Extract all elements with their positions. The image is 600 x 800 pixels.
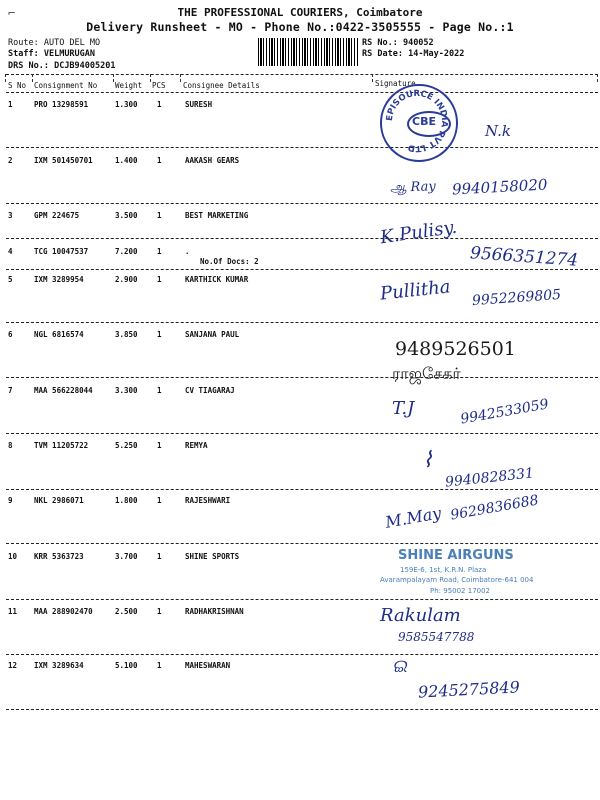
row-consignee: CV TIAGARAJ xyxy=(185,386,235,395)
col-divider xyxy=(5,74,6,82)
row-consignee: . xyxy=(185,247,190,256)
row-sno: 10 xyxy=(8,552,18,561)
col-divider xyxy=(597,74,598,82)
row-consignee: SHINE SPORTS xyxy=(185,552,240,561)
signature-4-phone: 9566351274 xyxy=(469,243,579,271)
col-divider xyxy=(150,74,151,82)
company-title: THE PROFESSIONAL COURIERS, Coimbatore xyxy=(177,6,423,19)
row-pcs: 1 xyxy=(157,607,162,616)
row-consignment: PRO 13298591 xyxy=(34,100,89,109)
row-pcs: 1 xyxy=(157,441,162,450)
corner-mark: ⌐ xyxy=(8,6,16,20)
signature-5-phone: 9952269805 xyxy=(471,286,562,310)
rs-no-line: RS No.: 940052 xyxy=(362,38,434,48)
row-consignment: KRR 5363723 xyxy=(34,552,84,561)
row-consignee: RADHAKRISHNAN xyxy=(185,607,244,616)
row-note: No.Of Docs: 2 xyxy=(200,257,259,266)
shine-stamp-address-1: 159E-6, 1st, K.R.N. Plaza xyxy=(400,566,487,574)
drs-value: DCJB94005201 xyxy=(54,61,116,71)
row-consignee: SANJANA PAUL xyxy=(185,330,240,339)
row-consignment: TCG 10047537 xyxy=(34,247,89,256)
signature-8-mark: ⌇ xyxy=(422,448,433,473)
row-consignment: GPM 224675 xyxy=(34,211,80,220)
row-pcs: 1 xyxy=(157,496,162,505)
route-line: Route: AUTO DEL MO xyxy=(8,38,101,48)
row-sno: 6 xyxy=(8,330,13,339)
row-pcs: 1 xyxy=(157,100,162,109)
signature-6-name: ராஜசேகர் xyxy=(392,364,461,383)
row-weight: 3.850 xyxy=(115,330,138,339)
staff-value: VELMURUGAN xyxy=(43,49,96,59)
row-pcs: 1 xyxy=(157,275,162,284)
signature-8-phone: 9940828331 xyxy=(444,465,535,491)
row-divider xyxy=(6,543,598,544)
row-divider xyxy=(6,269,598,270)
col-header-signature: Signature xyxy=(375,79,416,88)
col-divider xyxy=(113,74,114,82)
signature-11: Rakulam xyxy=(380,605,461,626)
row-divider xyxy=(6,238,598,239)
shine-stamp-phone: Ph: 95002 17002 xyxy=(430,587,491,595)
signature-3: K.Pulisy. xyxy=(378,216,459,249)
signature-12-mark: ଇ xyxy=(392,656,407,677)
signature-5: Pullitha xyxy=(379,276,452,305)
row-weight: 3.500 xyxy=(115,211,138,220)
row-consignment: IXM 3289954 xyxy=(34,275,84,284)
stamp-ring-label: EPISOURCE INDIA PVT LTD xyxy=(384,88,450,154)
shine-stamp-name: SHINE AIRGUNS xyxy=(398,548,514,563)
svg-text:EPISOURCE INDIA PVT LTD xyxy=(385,89,449,153)
row-weight: 7.200 xyxy=(115,247,138,256)
signature-6-phone: 9489526501 xyxy=(395,338,516,360)
signature-9-phone: 9629836688 xyxy=(449,492,540,524)
row-sno: 3 xyxy=(8,211,13,220)
row-consignment: IXM 501450701 xyxy=(34,156,93,165)
row-divider xyxy=(6,433,598,434)
row-pcs: 1 xyxy=(157,330,162,339)
drs-line: DRS No.: DCJB94005201 xyxy=(8,61,116,71)
row-divider xyxy=(6,377,598,378)
row-consignee: BEST MARKETING xyxy=(185,211,249,220)
row-weight: 3.700 xyxy=(115,552,138,561)
signature-7-phone: 9942533059 xyxy=(459,396,550,428)
row-weight: 5.100 xyxy=(115,661,138,670)
row-consignee: MAHESWARAN xyxy=(185,661,231,670)
row-divider xyxy=(6,599,598,600)
row-sno: 8 xyxy=(8,441,13,450)
row-weight: 1.400 xyxy=(115,156,138,165)
row-sno: 4 xyxy=(8,247,13,256)
row-weight: 2.900 xyxy=(115,275,138,284)
table-top-rule xyxy=(6,74,598,75)
col-divider xyxy=(372,74,373,82)
row-sno: 1 xyxy=(8,100,13,109)
row-consignment: TVM 11205722 xyxy=(34,441,89,450)
row-consignee: SURESH xyxy=(185,100,213,109)
col-header-weight: Weight xyxy=(115,81,143,90)
col-header-sno: S No xyxy=(8,81,27,90)
row-weight: 1.300 xyxy=(115,100,138,109)
signature-2-mark: ஆ Ray xyxy=(389,179,436,196)
signature-9: M.May xyxy=(383,503,443,532)
row-consignment: MAA 566228044 xyxy=(34,386,93,395)
row-sno: 2 xyxy=(8,156,13,165)
col-header-consignment: Consignment No xyxy=(34,81,98,90)
route-value: AUTO DEL MO xyxy=(43,38,101,48)
col-divider xyxy=(32,74,33,82)
row-sno: 5 xyxy=(8,275,13,284)
signature-1: N.k xyxy=(485,122,512,140)
row-weight: 5.250 xyxy=(115,441,138,450)
stamp-ring-text xyxy=(378,82,456,160)
row-pcs: 1 xyxy=(157,661,162,670)
signature-2-phone: 9940158020 xyxy=(451,175,548,199)
row-consignment: NKL 2986071 xyxy=(34,496,84,505)
row-consignment: NGL 6816574 xyxy=(34,330,84,339)
rs-date-value: 14-May-2022 xyxy=(408,49,465,59)
row-weight: 2.500 xyxy=(115,607,138,616)
row-pcs: 1 xyxy=(157,211,162,220)
row-divider xyxy=(6,654,598,655)
rs-date-line: RS Date: 14-May-2022 xyxy=(362,49,465,59)
col-divider xyxy=(180,74,181,82)
row-divider xyxy=(6,322,598,323)
row-consignment: IXM 3289634 xyxy=(34,661,84,670)
row-pcs: 1 xyxy=(157,386,162,395)
row-consignee: REMYA xyxy=(185,441,208,450)
row-divider xyxy=(6,147,598,148)
row-divider xyxy=(6,709,598,710)
row-sno: 7 xyxy=(8,386,13,395)
stamp-city: CBE xyxy=(412,115,436,128)
col-header-consignee: Consignee Details xyxy=(183,81,260,90)
row-divider xyxy=(6,203,598,204)
runsheet-subtitle: Delivery Runsheet - MO - Phone No.:0422-3505555 - Page No.:1 xyxy=(86,20,514,34)
row-sno: 11 xyxy=(8,607,18,616)
signature-7: T.J xyxy=(392,398,415,419)
col-header-pcs: PCS xyxy=(152,81,166,90)
rs-no-value: 940052 xyxy=(402,38,434,48)
row-consignment: MAA 288902470 xyxy=(34,607,93,616)
row-weight: 1.800 xyxy=(115,496,138,505)
row-weight: 3.300 xyxy=(115,386,138,395)
shine-stamp-address-2: Avarampalayam Road, Coimbatore-641 004 xyxy=(380,576,534,584)
row-consignee: KARTHICK KUMAR xyxy=(185,275,249,284)
barcode xyxy=(258,38,358,66)
row-consignee: RAJESHWARI xyxy=(185,496,231,505)
row-consignee: AAKASH GEARS xyxy=(185,156,240,165)
row-pcs: 1 xyxy=(157,156,162,165)
row-pcs: 1 xyxy=(157,247,162,256)
signature-11-phone: 9585547788 xyxy=(398,630,475,644)
staff-line: Staff: VELMURUGAN xyxy=(8,49,96,59)
header-bottom-rule xyxy=(6,92,598,93)
row-sno: 9 xyxy=(8,496,13,505)
row-divider xyxy=(6,489,598,490)
row-sno: 12 xyxy=(8,661,18,670)
row-pcs: 1 xyxy=(157,552,162,561)
signature-12-phone: 9245275849 xyxy=(417,677,521,702)
